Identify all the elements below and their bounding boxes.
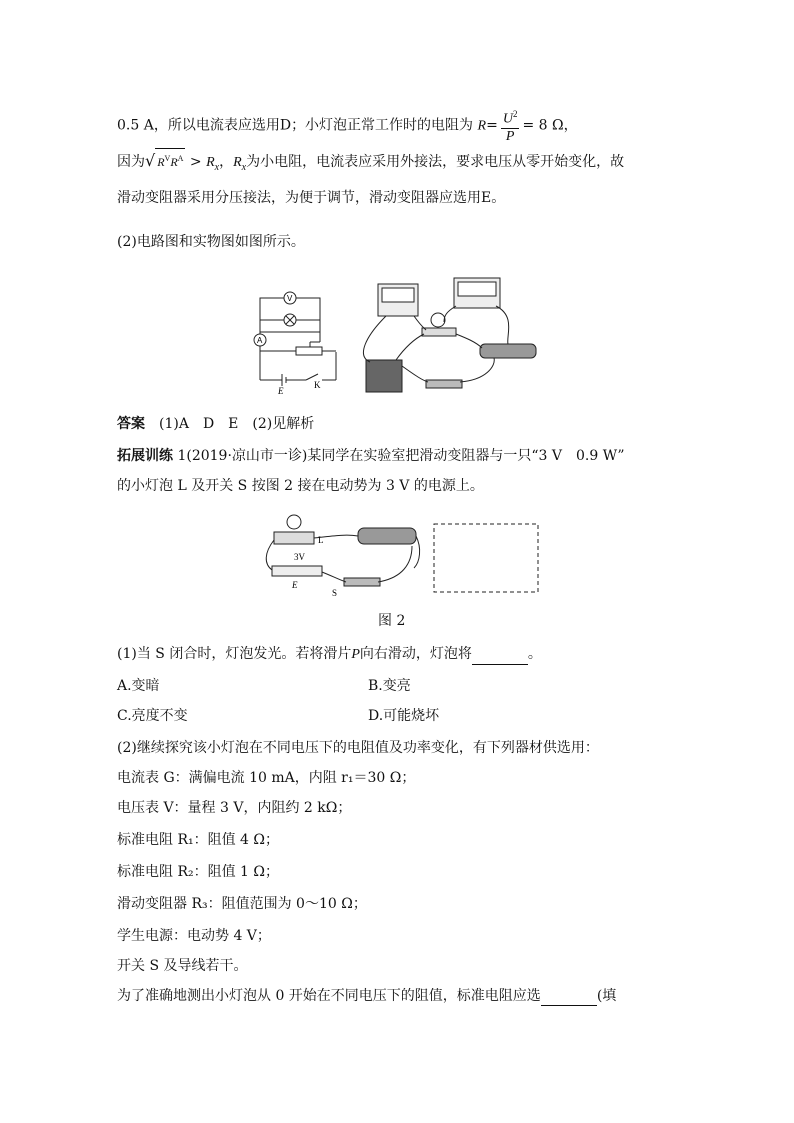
switch-label: K xyxy=(314,380,321,390)
equipment-item xyxy=(117,956,248,976)
answer-line xyxy=(117,414,314,434)
text-segment: 标准电阻 R₂：阻值 1 Ω； xyxy=(117,864,280,880)
switch-device xyxy=(344,578,380,586)
bulb-icon xyxy=(287,515,301,529)
answer-label: 答案 xyxy=(117,416,145,432)
equipment-item xyxy=(117,830,279,850)
r-symbol: R xyxy=(170,155,178,169)
rx-symbol: R xyxy=(233,155,242,170)
sqrt-expression xyxy=(155,148,185,172)
text-segment: 电流表 G：满偏电流 10 mA，内阻 r₁＝30 Ω； xyxy=(117,770,416,786)
solution-line-4 xyxy=(117,232,305,252)
text-segment: 某同学在实验室把滑动变阻器与一只“3 V 0.9 W” xyxy=(307,448,625,464)
battery-device xyxy=(366,360,402,392)
text-segment: (填 xyxy=(596,988,617,1004)
text-segment: 为小电阻，电流表应采用外接法，要求电压从零开始变化，故 xyxy=(246,154,625,170)
solution-line-1 xyxy=(117,106,578,145)
rheostat-device xyxy=(480,344,536,358)
text-segment: (1)当 S 闭合时，灯泡发光。若将滑片 xyxy=(117,646,352,662)
text-segment: 。 xyxy=(527,646,542,662)
text-segment: 的小灯泡 L 及开关 S 按图 2 接在电动势为 3 V 的电源上。 xyxy=(117,478,484,494)
text-segment: E。 xyxy=(481,190,506,206)
slider-symbol: P xyxy=(351,647,360,662)
voltage-label: 3V xyxy=(294,552,305,562)
rx-symbol: R xyxy=(206,155,215,170)
source-citation: (2019·凉山市一诊) xyxy=(186,448,308,464)
option-c xyxy=(117,706,188,726)
subscript: x xyxy=(241,161,247,173)
text-segment: 标准电阻 R₁：阻值 4 Ω； xyxy=(117,832,280,848)
option-d-text: D.可能烧坏 xyxy=(368,708,440,724)
equipment-item xyxy=(117,894,367,914)
equals-sign: = xyxy=(486,117,498,134)
text-segment: 学生电源：电动势 4 V； xyxy=(117,928,271,944)
fraction-u2-over-p xyxy=(501,106,520,145)
extension-label: 拓展训练 xyxy=(117,448,173,464)
text-segment: 为了准确地测出小灯泡从 0 开始在不同电压下的阻值，标准电阻应选 xyxy=(117,988,541,1004)
emf-label: E xyxy=(292,580,298,590)
superscript: A xyxy=(177,154,184,163)
circuit-figure-2 xyxy=(262,508,542,602)
superscript: 2 xyxy=(512,109,518,119)
answer-text: (1)A D E (2)见解析 xyxy=(159,416,315,432)
text-segment: 电压表 V：量程 3 V，内阻约 2 kΩ； xyxy=(117,800,352,816)
resistance-symbol: R xyxy=(477,118,487,134)
option-d xyxy=(368,706,439,726)
option-b-text: B.变亮 xyxy=(368,678,411,694)
option-a-text: A.变暗 xyxy=(117,678,160,694)
circuit-figure-1 xyxy=(246,276,556,400)
equipment-item xyxy=(117,862,279,882)
bulb-label: L xyxy=(318,535,324,545)
gt-sign: > xyxy=(189,154,207,170)
option-c-text: C.亮度不变 xyxy=(117,708,188,724)
option-b xyxy=(368,676,411,696)
solution-line-2 xyxy=(117,148,624,178)
answer-blank[interactable] xyxy=(472,650,528,665)
emf-label: E xyxy=(278,386,284,396)
bulb-icon xyxy=(431,313,445,327)
final-question xyxy=(117,986,616,1006)
text-segment: 滑动变阻器 R₃：阻值范围为 0～10 Ω； xyxy=(117,896,367,912)
question-1 xyxy=(117,644,542,665)
text-segment: (2)继续探究该小灯泡在不同电压下的电阻值及功率变化，有下列器材供选用： xyxy=(117,740,599,756)
option-a xyxy=(117,676,160,696)
rheostat-device xyxy=(358,528,416,544)
battery-device xyxy=(272,566,322,576)
text-segment: 滑动变阻器采用分压接法，为便于调节，滑动变阻器应选用 xyxy=(117,190,481,206)
subscript: x xyxy=(214,161,220,173)
text-segment: 开关 S 及导线若干。 xyxy=(117,958,248,974)
equipment-item xyxy=(117,926,271,946)
text-segment: 0.5 A，所以电流表应选用 xyxy=(117,117,280,134)
text-segment: 因为 xyxy=(117,154,145,170)
switch-device xyxy=(426,380,462,388)
text-segment: ；小灯泡正常工作时的电阻为 xyxy=(291,117,474,134)
extension-line-2 xyxy=(117,476,484,496)
extension-number: 1 xyxy=(177,448,187,464)
question-2 xyxy=(117,738,599,758)
numerator: U xyxy=(502,111,513,127)
answer-blank[interactable] xyxy=(541,991,597,1006)
voltmeter-label: V xyxy=(287,294,293,303)
text-segment: ， xyxy=(219,154,234,170)
extension-line-1 xyxy=(117,446,625,466)
ammeter-label: A xyxy=(257,336,263,345)
solution-line-3 xyxy=(117,188,505,208)
equipment-item xyxy=(117,768,415,788)
text-segment: = 8 Ω， xyxy=(522,117,578,134)
text-segment: (2)电路图和实物图如图所示。 xyxy=(117,234,305,250)
empty-dashed-box xyxy=(434,524,538,592)
r-symbol: R xyxy=(157,155,165,169)
figure-caption: 图 2 xyxy=(378,613,406,629)
equipment-item xyxy=(117,798,351,818)
switch-label: S xyxy=(332,588,338,598)
radical-sign: √ xyxy=(145,151,156,170)
superscript: V xyxy=(164,154,171,163)
bulb-base xyxy=(274,532,314,544)
text-segment: 向右滑动，灯泡将 xyxy=(359,646,472,662)
text-segment: D xyxy=(279,117,292,134)
denominator: P xyxy=(505,128,515,144)
